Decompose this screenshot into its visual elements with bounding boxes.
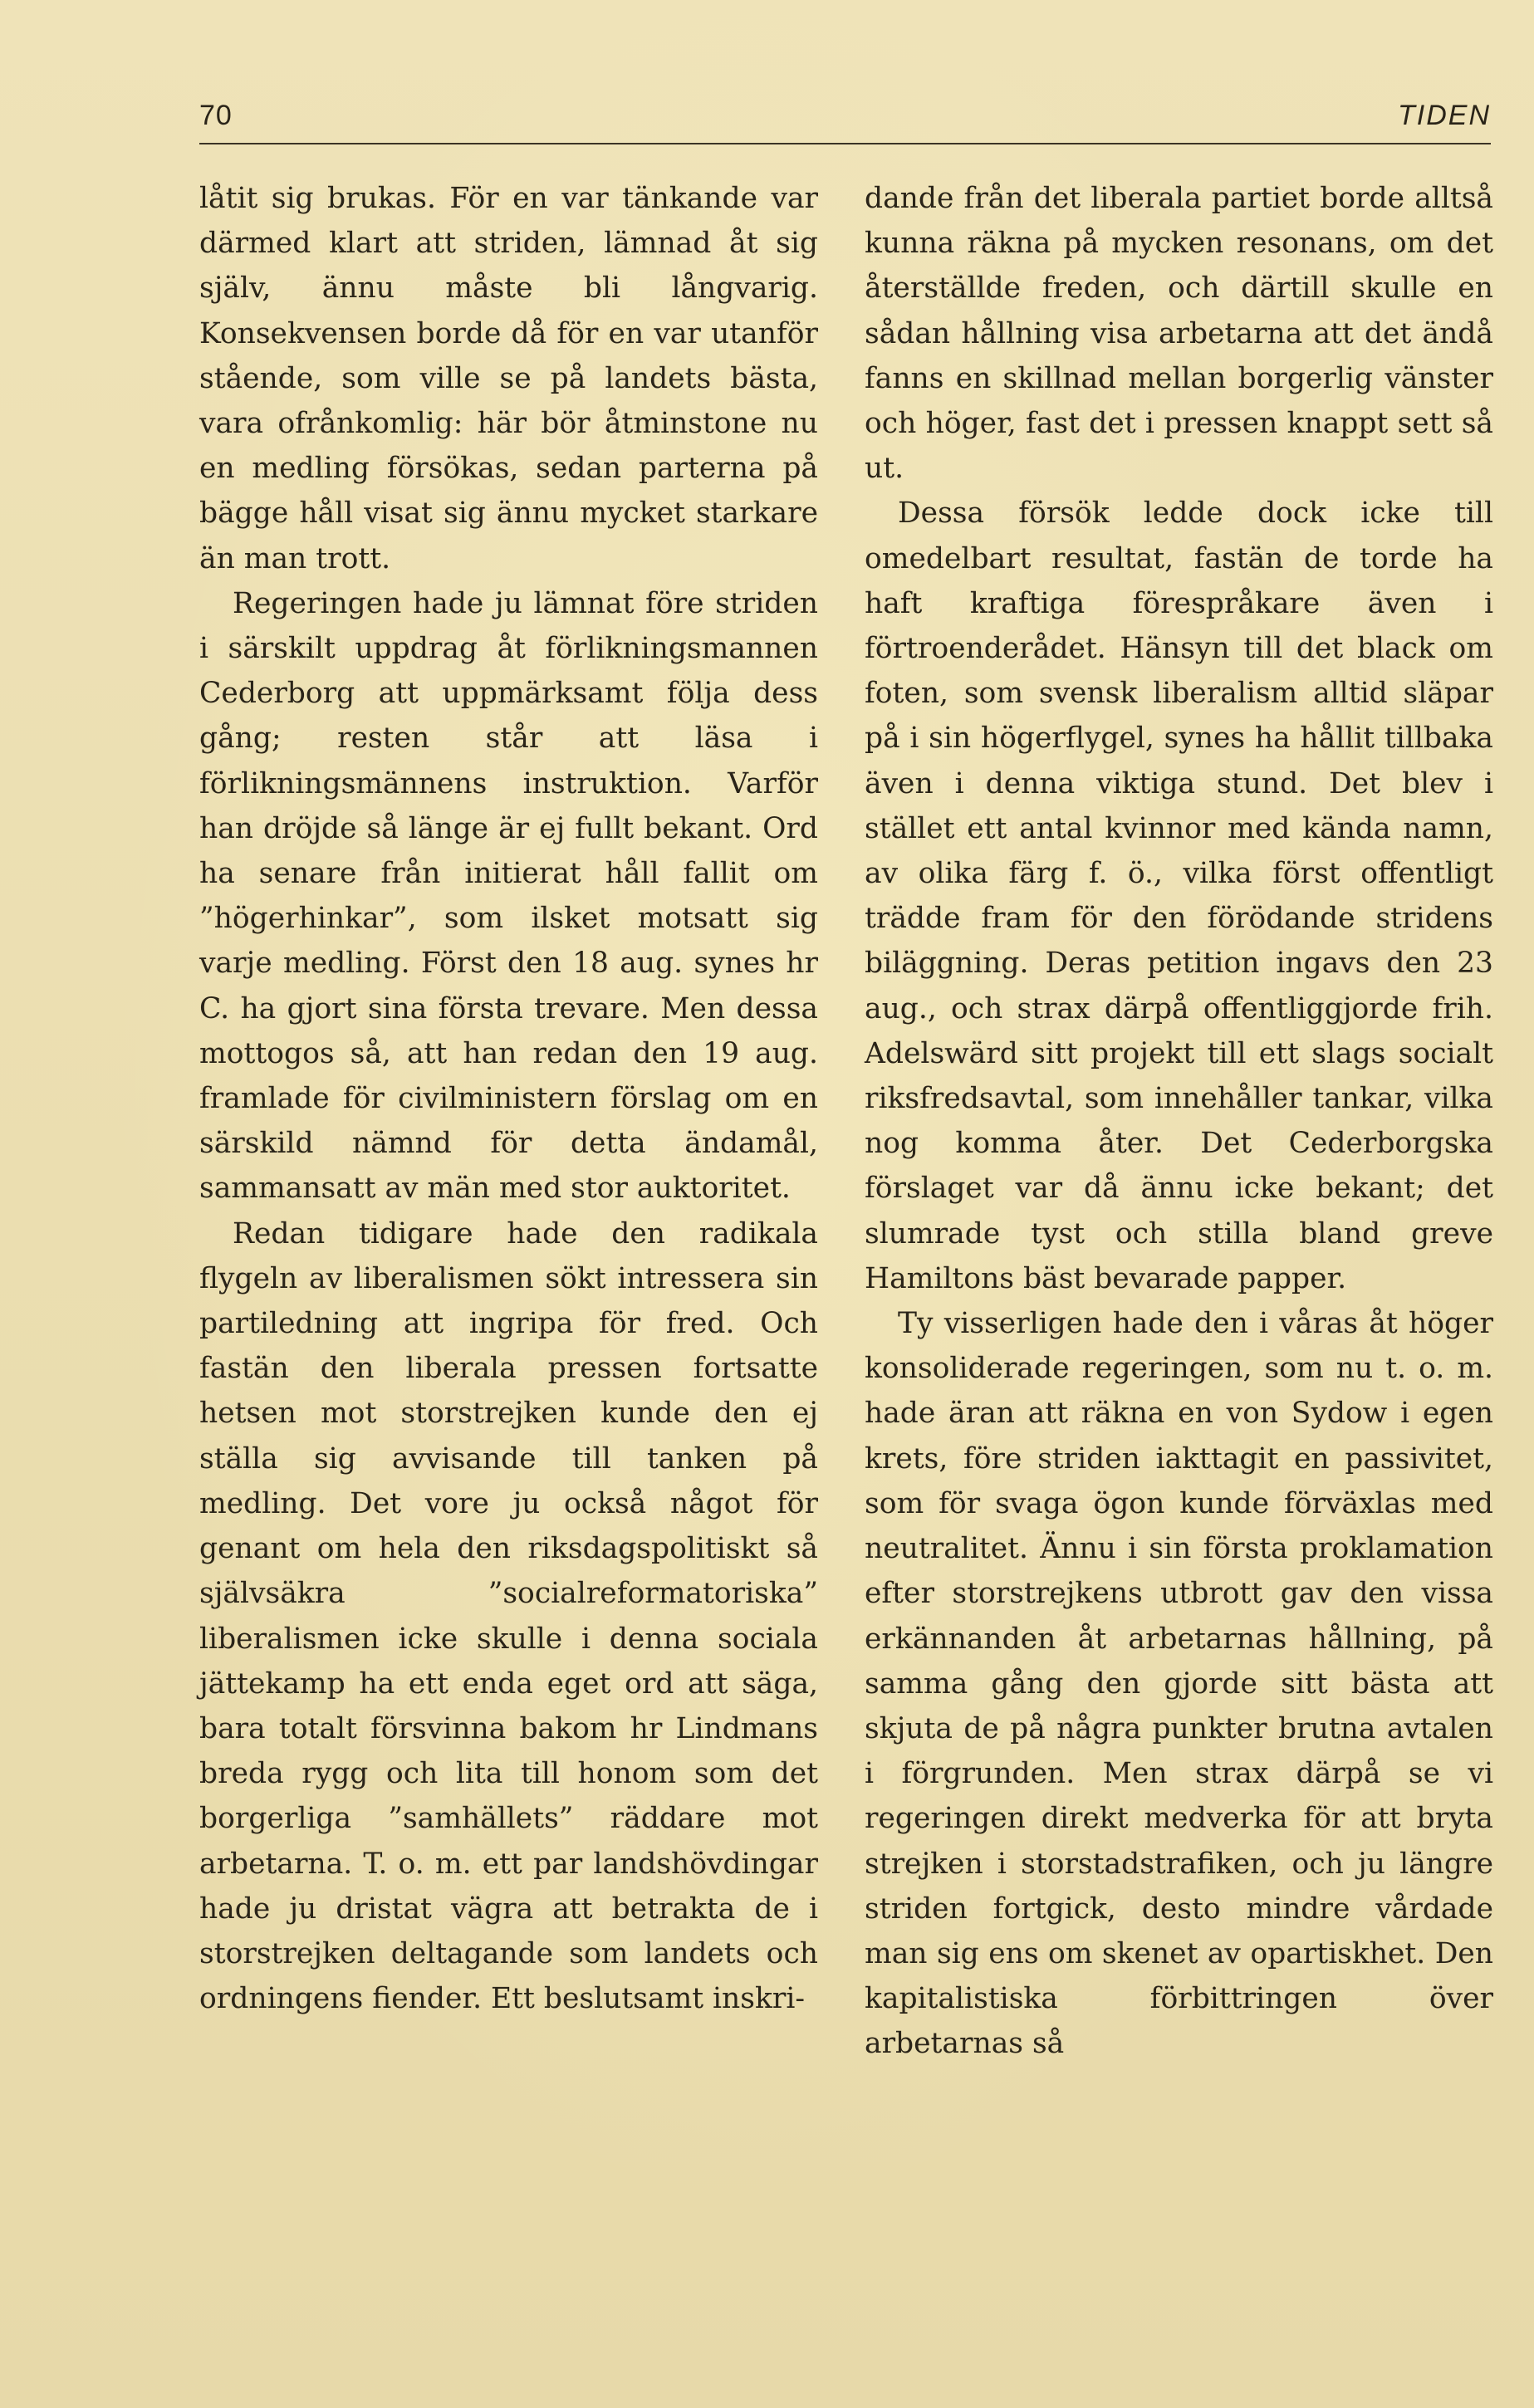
page-number: 70 <box>199 100 233 131</box>
left-column <box>199 176 818 2021</box>
paragraph: Dessa försök ledde dock icke till omedelbart resultat, fastän de torde ha haft kraftiga förespråkare även i förtroenderådet. Hänsyn till det black om foten, som svensk liberalism alltid släpar på i sin högerflygel, synes ha hållit tillbaka även i denna viktiga stund. Det blev i stället ett antal kvinnor med kända namn, av olika färg f. ö., vilka först offentligt trädde fram för den förödande stridens biläggning. Deras petition ingavs den 23 aug., och strax därpå offentliggjorde frih. Adelswärd sitt projekt till ett slags socialt riksfredsavtal, som innehåller tankar, vilka nog komma åter. Det Cederborgska förslaget var då ännu icke bekant; det slumrade tyst och stilla bland greve Hamiltons bäst bevarade papper. <box>865 497 1493 1295</box>
running-title: TIDEN <box>1398 100 1491 131</box>
paragraph: Ty visserligen hade den i våras åt höger konsoliderade regeringen, som nu t. o. m. hade äran att räkna en von Sydow i egen krets, före striden iakttagit en passivitet, som för svaga ögon kunde förväxlas med neutralitet. Ännu i sin första proklamation efter storstrejkens utbrott gav den vissa erkännanden åt arbetarnas hållning, på samma gång den gjorde sitt bästa att skjuta de på några punkter brutna avtalen i förgrunden. Men strax därpå se vi regeringen direkt medverka för att bryta strejken i storstadstrafiken, och ju längre striden fortgick, desto mindre vårdade man sig ens om skenet av opartiskhet. Den kapitalistiska förbittringen över arbetarnas så <box>865 1307 1493 2061</box>
paragraph: Regeringen hade ju lämnat före striden i särskilt uppdrag åt förlikningsmannen Cederborg att uppmärksamt följa dess gång; resten står att läsa i förlikningsmännens instruktion. Varför han dröjde så länge är ej fullt bekant. Ord ha senare från initierat håll fallit om ”högerhinkar”, som ilsket motsatt sig varje medling. Först den 18 aug. synes hr C. ha gjort sina första trevare. Men dessa mottogos så, att han redan den 19 aug. framlade för civilministern förslag om en särskild nämnd för detta ändamål, sammansatt av män med stor auktoritet. <box>199 586 818 1206</box>
paragraph: låtit sig brukas. För en var tänkande var därmed klart att striden, lämnad åt sig själv, ännu måste bli långvarig. Konsekvensen borde då för en var utanför stående, som ville se på landets bästa, vara ofrånkomlig: här bör åtminstone nu en medling försökas, sedan parterna på bägge håll visat sig ännu mycket starkare än man trott. <box>199 182 818 575</box>
paragraph: Redan tidigare hade den radikala flygeln av liberalismen sökt intressera sin partiledning att ingripa för fred. Och fastän den liberala pressen fortsatte hetsen mot storstrejken kunde den ej ställa sig avvisande till tanken på medling. Det vore ju också något för genant om hela den riksdagspolitiskt så självsäkra ”socialreformatoriska” liberalismen icke skulle i denna sociala jättekamp ha ett enda eget ord att säga, bara totalt försvinna bakom hr Lindmans breda rygg och lita till honom som det borgerliga ”samhällets” räddare mot arbetarna. T. o. m. ett par landshövdingar hade ju dristat vägra att betrakta de i storstrejken deltagande som landets och ordningens fiender. Ett beslutsamt inskri- <box>199 1216 818 2016</box>
paragraph: dande från det liberala partiet borde alltså kunna räkna på mycken resonans, om det återställde freden, och därtill skulle en sådan hållning visa arbetarna att det ändå fanns en skillnad mellan borgerlig vänster och höger, fast det i pressen knappt sett så ut. <box>865 182 1493 486</box>
header-rule <box>199 143 1491 144</box>
page-header <box>199 93 1491 143</box>
right-column <box>865 176 1493 2067</box>
